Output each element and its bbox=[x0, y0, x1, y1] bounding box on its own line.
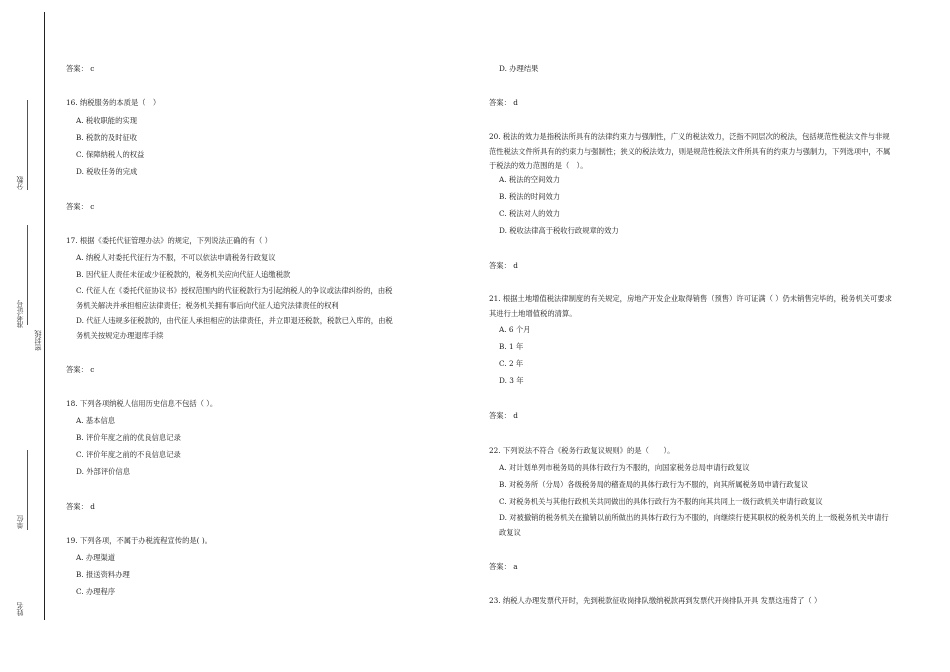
question-16-stem: 16. 纳税服务的本质是（ ） bbox=[66, 98, 161, 107]
question-17-option-b: B. 因代征人责任未征或少征税款的，税务机关应向代征人追缴税款 bbox=[76, 270, 291, 279]
answer-21: 答案： d bbox=[489, 411, 518, 420]
answer-18: 答案： d bbox=[66, 502, 95, 511]
question-19-option-b: B. 报送资料办理 bbox=[76, 570, 130, 579]
answer-22: 答案： a bbox=[489, 562, 518, 571]
question-21-option-a: A. 6 个月 bbox=[499, 325, 531, 334]
seal-line-label: 密封线 bbox=[34, 330, 42, 351]
answer-17: 答案： c bbox=[66, 365, 95, 374]
question-21-stem: 21. 根据土地增值税法律制度的有关规定，房地产开发企业取得销售（预售）许可证满（ ）仍未销售完毕的，税务机关可要求其进行土地增值税的清算。 bbox=[489, 294, 892, 318]
question-17-option-d: D. 代征人违规多征税款的，由代征人承担相应的法律责任，并立即退还税款，税款已入库的，由税务机关按规定办理退库手续 bbox=[76, 316, 393, 340]
question-20-option-d: D. 税收法律高于税收行政规章的效力 bbox=[499, 226, 619, 235]
question-18-option-b: B. 评价年度之前的优良信息记录 bbox=[76, 433, 181, 442]
answer-15: 答案： c bbox=[66, 64, 95, 73]
question-16-option-b: B. 税款的及时征收 bbox=[76, 133, 138, 142]
exam-number-underline bbox=[27, 225, 28, 325]
question-16-option-c: C. 保障纳税人的权益 bbox=[76, 150, 145, 159]
binding-margin-line bbox=[44, 12, 45, 620]
answer-20: 答案： d bbox=[489, 261, 518, 270]
question-18-stem: 18. 下列各项纳税人信用历史信息不包括（ ）。 bbox=[66, 399, 218, 408]
question-22-stem: 22. 下列说法不符合《税务行政复议规则》的是（ ）。 bbox=[489, 446, 675, 455]
question-22-option-b: B. 对税务所（分局）各级税务局的稽查局的具体行政行为不服的，向其所属税务局申请行政复议 bbox=[499, 480, 809, 489]
question-23-stem: 23. 纳税人办理发票代开时，先到税款征收岗排队缴纳税款再到发票代开岗排队开具 发票这违背了（ ） bbox=[489, 596, 822, 605]
question-17-stem: 17. 根据《委托代征管理办法》的规定，下列说法正确的有（ ） bbox=[66, 236, 272, 245]
question-21-option-c: C. 2 年 bbox=[499, 359, 524, 368]
question-20-option-c: C. 税法对人的效力 bbox=[499, 209, 561, 218]
question-19-option-d: D. 办理结果 bbox=[499, 64, 539, 73]
question-19-option-a: A. 办理渠道 bbox=[76, 553, 116, 562]
question-18-option-c: C. 评价年度之前的不良信息记录 bbox=[76, 450, 181, 459]
question-17-option-c: C. 代征人在《委托代征协议书》授权范围内的代征税款行为引起纳税人的争议或法律纠纷的，由税务机关解决并承担相应法律责任；税务机关拥有事后向代征人追究法律责任的权利 bbox=[76, 286, 393, 310]
question-17-option-a: A. 纳税人对委托代征行为不服，不可以依法申请税务行政复议 bbox=[76, 253, 276, 262]
unit-underline bbox=[27, 450, 28, 530]
name-label: 姓名 bbox=[16, 602, 24, 616]
question-16-option-d: D. 税收任务的完成 bbox=[76, 167, 138, 176]
question-21-option-b: B. 1 年 bbox=[499, 342, 524, 351]
score-label: 分数 bbox=[16, 176, 24, 190]
unit-label: 单位 bbox=[16, 515, 24, 529]
question-20-option-b: B. 税法的时间效力 bbox=[499, 192, 561, 201]
question-18-option-a: A. 基本信息 bbox=[76, 416, 116, 425]
question-22-option-c: C. 对税务机关与其他行政机关共同做出的具体行政行为不服的向其共同上一级行政机关申请行政复议 bbox=[499, 497, 823, 506]
question-19-option-c: C. 办理程序 bbox=[76, 587, 116, 596]
question-22-option-d: D. 对被撤销的税务机关在撤销以前所做出的具体行政行为不服的，向继续行使其职权的税务机关的上一级税务机关申请行政复议 bbox=[499, 513, 889, 537]
question-22-option-a: A. 对计划单列市税务局的具体行政行为不服的，向国家税务总局申请行政复议 bbox=[499, 463, 750, 472]
question-20-option-a: A. 税法的空间效力 bbox=[499, 175, 560, 184]
question-21-option-d: D. 3 年 bbox=[499, 376, 524, 385]
question-19-stem: 19. 下列各项，不属于办税流程宣传的是( )。 bbox=[66, 536, 212, 545]
score-underline bbox=[27, 100, 28, 190]
answer-19: 答案： d bbox=[489, 98, 518, 107]
question-20-stem: 20. 税法的效力是指税法所具有的法律约束力与强制性，广义的税法效力，泛指不同层次的税法，包括规范性税法文件与非规范性税法文件所具有的约束力与强制性；狭义的税法效力，则是规范性税法文件所具有的约束力与强制力，下列选项中，不属于税法的效力范围的是（ ）。 bbox=[489, 132, 891, 170]
exam-number-label: 准考证号 bbox=[16, 300, 24, 328]
question-18-option-d: D. 外部评价信息 bbox=[76, 467, 131, 476]
answer-16: 答案： c bbox=[66, 202, 95, 211]
question-16-option-a: A. 税收职能的实现 bbox=[76, 116, 137, 125]
